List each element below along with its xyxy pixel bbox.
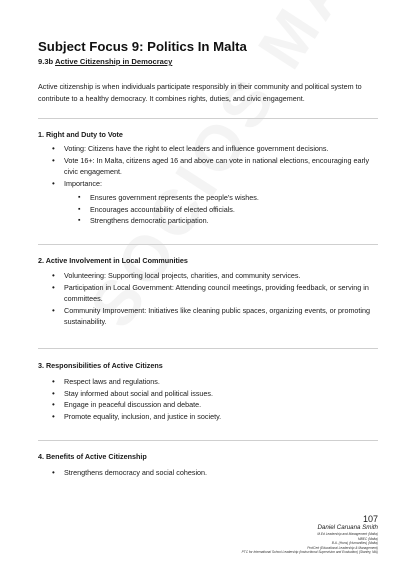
benefits-list [52,467,378,479]
page-number: 107 [362,514,378,524]
subtitle-number: 9.3b [38,57,54,66]
list-item: • Volunteering: Supporting local projects, charities, and community services. [52,270,378,282]
list-item: • Stay informed about social and political issues. [52,388,378,400]
intro-paragraph: Active citizenship is when individuals participate responsibly in their community and political system to contribute to a healthy democracy. It combines rights, duties, and civic engagement. [38,82,362,103]
section-divider [38,440,378,441]
list-item: • Importance: [52,178,378,190]
page-title: Subject Focus 9: Politics In Malta [38,39,247,54]
list-item: • Engage in peaceful discussion and debate. [52,399,378,411]
section-divider [38,348,378,349]
list-item: • Community Improvement: Initiatives like cleaning public spaces, organizing events, or promoting sustainability. [52,305,378,328]
list-item: • Promote equality, inclusion, and justice in society. [52,411,378,423]
responsibilities-list [52,376,378,422]
list-item: ▪ Ensures government represents the people’s wishes. [78,192,378,204]
voting-list [52,143,378,189]
author-credential: PTC for International School Leadership (Instructional Supervision and Evaluation) (Stanley, MA) [241,550,378,554]
author-credential: M.Ed Leadership and Management (Malta) [317,532,378,536]
page-subtitle [38,57,172,66]
list-item: • Strengthens democracy and social cohesion. [52,467,378,479]
author-name: Daniel Caruana Smith [317,524,378,531]
community-list [52,270,378,328]
author-credential: ProfCert (Educational Leadership & Management) [307,545,378,550]
list-item: • Respect laws and regulations. [52,376,378,388]
list-item: • Vote 16+: In Malta, citizens aged 16 and above can vote in national elections, encouraging early civic engagement. [52,155,378,178]
importance-sublist [78,192,378,227]
author-credential: B.A. (Hons) (Humanities) (Malta) [331,541,378,545]
section-heading-responsibilities: 3. Responsibilities of Active Citizens [38,361,163,370]
list-item: ▪ Encourages accountability of elected officials. [78,204,378,216]
section-heading-voting: 1. Right and Duty to Vote [38,130,123,139]
list-item: ▪ Strengthens democratic participation. [78,215,378,227]
section-divider [38,244,378,245]
author-credential: MBEC (Malta) [357,536,378,541]
section-divider [38,118,378,119]
subtitle-text: Active Citizenship in Democracy [55,57,173,66]
section-heading-benefits: 4. Benefits of Active Citizenship [38,452,147,461]
section-heading-community: 2. Active Involvement in Local Communities [38,256,188,265]
list-item: • Participation in Local Government: Attending council meetings, providing feedback, or serving in committees. [52,282,378,305]
list-item: • Voting: Citizens have the right to elect leaders and influence government decisions. [52,143,378,155]
